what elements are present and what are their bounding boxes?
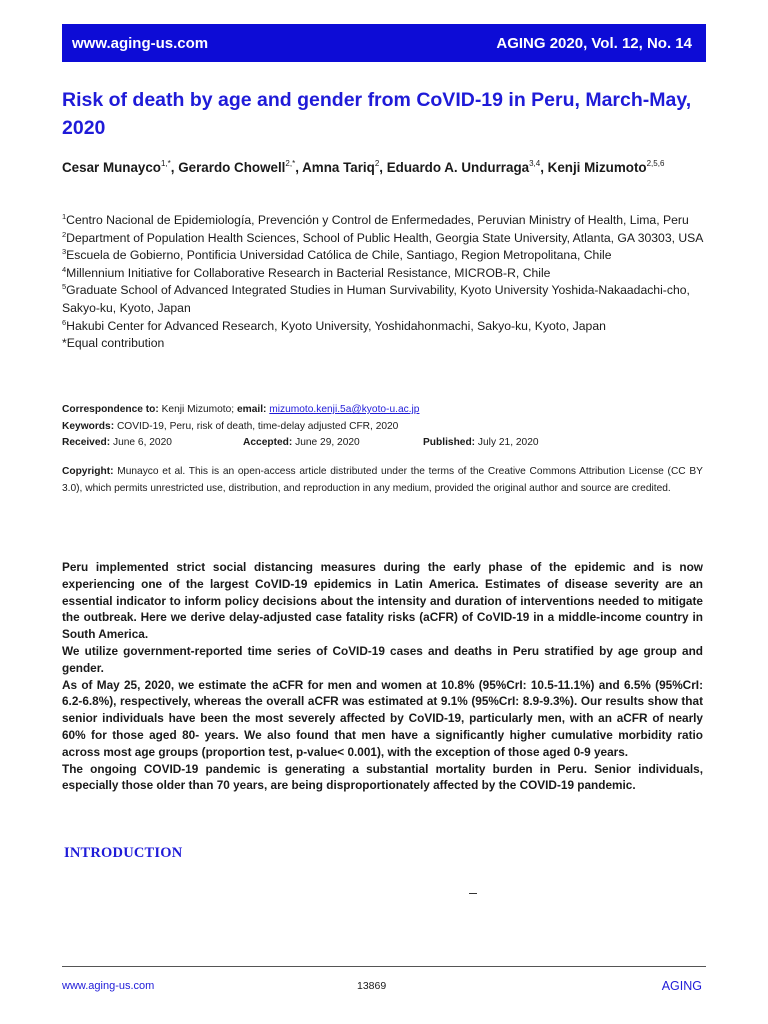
- affiliation-number: 3: [62, 247, 67, 257]
- dates-line: [62, 435, 722, 452]
- header-website-link[interactable]: www.aging-us.com: [72, 34, 209, 52]
- author-name: Kenji Mizumoto: [547, 160, 647, 175]
- footer-website-link[interactable]: www.aging-us.com: [62, 980, 155, 992]
- affiliation-text: Graduate School of Advanced Integrated Studies in Human Survivability, Kyoto University Yoshida-Nakaadachi-cho, Sakyo-ku, Kyoto, Japan: [62, 283, 690, 315]
- affiliation-text: Escuela de Gobierno, Pontificia Universidad Católica de Chile, Santiago, Region Metropolitana, Chile: [66, 248, 612, 263]
- author-name: Gerardo Chowell: [178, 160, 286, 175]
- abstract-paragraph: Peru implemented strict social distancing measures during the early phase of the epidemic and is now experiencing one of the largest CoVID-19 epidemics in Latin America. Estimates of disease severity are an essential indicator to inform policy decisions about the intensity and duration of interventions needed to mitigate the outbreak. Here we derive delay-adjusted case fatality risks (aCFR) of CoVID-19 in a middle-income country in South America.: [62, 560, 703, 642]
- keywords-line: [62, 419, 722, 436]
- abstract-paragraph: We utilize government-reported time series of CoVID-19 cases and deaths in Peru stratified by age group and gender.: [62, 643, 703, 675]
- author-affil-sup: 2,*: [285, 159, 296, 168]
- journal-header-bar: [62, 24, 706, 62]
- author-affil-sup: 1,*: [160, 159, 171, 168]
- affiliation-number: 6: [62, 317, 67, 327]
- author-name: Cesar Munayco: [62, 160, 161, 175]
- affiliation-number: 1: [62, 212, 67, 221]
- affiliation-text: Hakubi Center for Advanced Research, Kyoto University, Yoshidahonmachi, Sakyo-ku, Kyoto, Japan: [66, 318, 606, 333]
- correspondence-label: Correspondence to:: [62, 404, 159, 415]
- affiliation-text: Centro Nacional de Epidemiología, Prevención y Control de Enfermedades, Peruvian Ministry of Health, Lima, Peru: [66, 213, 689, 227]
- published-label: Published:: [423, 437, 476, 448]
- received-value: June 6, 2020: [112, 437, 172, 448]
- affiliation-item: [62, 318, 722, 336]
- keywords-value: COVID-19, Peru, risk of death, time-delay adjusted CFR, 2020: [116, 420, 399, 432]
- affiliation-item: [62, 247, 722, 265]
- author-name: Amna Tariq: [302, 160, 375, 175]
- abstract-paragraph: As of May 25, 2020, we estimate the aCFR for men and women at 10.8% (95%CrI: 10.5-11.1%) and 6.5% (95%CrI: 6.2-6.8%), respectively, whereas the overall aCFR was estimated at 9.1% (95%CrI: 8.9-9.3%). Our results show that senior individuals have been the most severely affected by CoVID-19, particularly men, with an aCFR of nearly 60% for those aged 80- years. We also found that men have a significantly higher cumulative morbidity ratio across most age groups (proportion test, p-value< 0.001), with the exception of those aged 0-9 years.: [62, 677, 703, 759]
- copyright-notice: [62, 464, 703, 497]
- author-list: Cesar Munayco$^{1,*}$, Gerardo Chowell$^{2,*}$, Amna Tariq$^2$, Eduardo A. Undurraga$^{3,4}$, Kenji Mizumoto$^{2,5,6}$: [62, 159, 665, 175]
- stray-dash-mark: [469, 893, 477, 894]
- abstract: [62, 559, 703, 794]
- affiliation-number: 5: [62, 282, 67, 292]
- header-journal-info: AGING 2020, Vol. 12, No. 14: [496, 34, 692, 52]
- received-label: Received:: [62, 437, 111, 448]
- published-value: July 21, 2020: [477, 437, 539, 448]
- affiliation-item: [62, 230, 722, 248]
- accepted-label: Accepted:: [243, 437, 293, 448]
- abstract-paragraph: The ongoing COVID-19 pandemic is generating a substantial mortality burden in Peru. Senior individuals, especially those older than 70 years, are being disproportionately affected by the COVID-19 pandemic.: [62, 761, 703, 793]
- accepted-value: June 29, 2020: [295, 437, 360, 448]
- affiliation-list: [62, 212, 722, 353]
- correspondence-name: Kenji Mizumoto;: [161, 404, 235, 415]
- keywords-label: Keywords:: [62, 420, 115, 432]
- affiliation-text: Millennium Initiative for Collaborative Research in Bacterial Resistance, MICROB-R, Chile: [66, 265, 551, 280]
- received-date: [62, 435, 172, 452]
- accepted-date: [243, 435, 360, 452]
- article-metadata: [62, 402, 722, 452]
- footer-page-number: 13869: [357, 980, 387, 992]
- author-affil-sup: 2: [374, 159, 380, 168]
- published-date: [423, 435, 539, 452]
- copyright-label: Copyright:: [62, 466, 114, 477]
- footer-journal-name: AGING: [661, 979, 702, 993]
- author-affil-sup: 2,5,6: [646, 159, 665, 168]
- author-affil-sup: 3,4: [529, 159, 541, 168]
- affiliation-item: [62, 212, 722, 230]
- email-link[interactable]: mizumoto.kenji.5a@kyoto-u.ac.jp: [269, 404, 420, 415]
- correspondence-line: [62, 402, 722, 419]
- article-title: Risk of death by age and gender from CoVID-19 in Peru, March-May, 2020: [62, 89, 692, 139]
- affiliation-item: [62, 265, 722, 283]
- affiliation-number: 2: [62, 229, 67, 239]
- affiliation-item: [62, 282, 722, 317]
- equal-contribution-note: *Equal contribution: [62, 336, 165, 351]
- author-name: Eduardo A. Undurraga: [386, 160, 530, 175]
- email-label: email:: [236, 404, 267, 415]
- affiliation-number: 4: [62, 264, 67, 274]
- copyright-text: Munayco et al. This is an open-access article distributed under the terms of the Creative Commons Attribution License (CC BY 3.0), which permits unrestricted use, distribution, and reproduction in any medium, provided the original author and source are credited.: [62, 466, 703, 494]
- affiliation-text: Department of Population Health Sciences, School of Public Health, Georgia State University, Atlanta, GA 30303, USA: [66, 230, 704, 245]
- section-heading-introduction: INTRODUCTION: [64, 845, 183, 861]
- footer-divider: [62, 966, 706, 967]
